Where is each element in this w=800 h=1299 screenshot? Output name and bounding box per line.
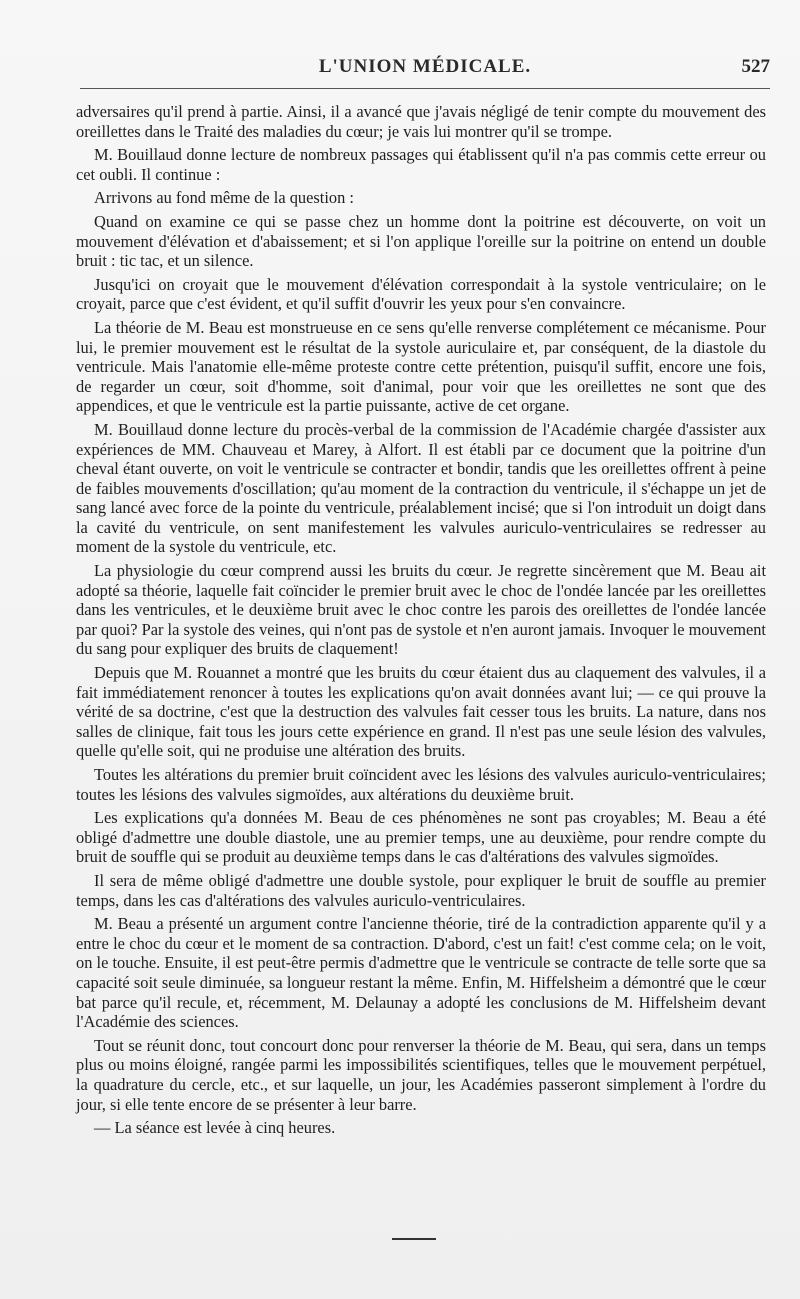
running-title: L'UNION MÉDICALE. (318, 56, 532, 77)
paragraph: M. Beau a présenté un argument contre l'ancienne théorie, tiré de la contradiction apparente qu'il y a entre le choc du cœur et le moment de sa contraction. D'abord, c'est un fait! c'est comme cela; on le voit, on le touche. Ensuite, il est peut-être permis d'admettre que le ventricule se contracte de telle sorte que sa capacité soit seule diminuée, sa longueur restant la même. Enfin, M. Hiffelsheim a démontré que le cœur bat parce qu'il recule, et, récemment, M. Delaunay a adopté les conclusions de M. Hiffelsheim devant l'Académie des sciences. (76, 914, 766, 1032)
paragraph: M. Bouillaud donne lecture de nombreux passages qui établissent qu'il n'a pas commis cette erreur ou cet oubli. Il continue : (76, 145, 766, 184)
paragraph: Les explications qu'a données M. Beau de ces phénomènes ne sont pas croyables; M. Beau a été obligé d'admettre une double diastole, une au premier temps, une au deuxième, pour rendre compte du bruit de souffle qui se produit au deuxième temps dans le cas d'altérations des valvules sigmoïdes. (76, 808, 766, 867)
page-number: 527 (741, 56, 770, 77)
body-text (76, 102, 766, 1142)
header-rule (80, 88, 770, 89)
paragraph: La théorie de M. Beau est monstrueuse en ce sens qu'elle renverse complétement ce mécanisme. Pour lui, le premier mouvement est le résultat de la systole auriculaire et, par conséquent, de la diastole du ventricule. Mais l'anatomie elle-même proteste contre cette prétention, puisqu'il suffit, encore une fois, de regarder un cœur, soit d'homme, soit d'animal, pour voir que les oreillettes ne sont que des appendices, et que le ventricule est la partie puissante, active de cet organe. (76, 317, 766, 416)
paragraph: Arrivons au fond même de la question : (94, 188, 354, 208)
page-header (80, 56, 770, 86)
paragraph: La physiologie du cœur comprend aussi les bruits du cœur. Je regrette sincèrement que M. Beau ait adopté sa théorie, laquelle fait coïncider le premier bruit avec le choc de l'ondée lancée par les oreillettes dans les ventricules, et le deuxième bruit avec le choc contre les parois des oreillettes de l'ondée lancée par quoi? Par la systole des veines, qui n'ont pas de systole et n'en auront jamais. Invoquer le mouvement du sang pour expliquer des bruits de claquement! (76, 561, 766, 659)
paragraph: adversaires qu'il prend à partie. Ainsi, il a avancé que j'avais négligé de tenir compte du mouvement des oreillettes dans le Traité des maladies du cœur; je vais lui montrer qu'il se trompe. (76, 102, 766, 141)
paragraph: Depuis que M. Rouannet a montré que les bruits du cœur étaient dus au claquement des valvules, il a fait immédiatement renoncer à toutes les explications qu'on avait données avant lui; — ce qui prouve la vérité de sa doctrine, c'est que la destruction des valvules fait cesser tous les bruits. La nature, dans nos salles de clinique, fait tous les jours cette expérience en grand. Il n'est pas une seule lésion des valvules, quelle qu'elle soit, qui ne produise une altération des bruits. (76, 663, 766, 761)
paragraph: Quand on examine ce qui se passe chez un homme dont la poitrine est découverte, on voit un mouvement d'élévation et d'abaissement; et si l'on applique l'oreille sur la poitrine on entend un double bruit : tic tac, et un silence. (76, 211, 766, 271)
paragraph: Il sera de même obligé d'admettre une double systole, pour expliquer le bruit de souffle au premier temps, dans les cas d'altérations des valvules auriculo-ventriculaires. (76, 870, 766, 910)
paragraph: Toutes les altérations du premier bruit coïncident avec les lésions des valvules auriculo-ventriculaires; toutes les lésions des valvules sigmoïdes, aux altérations du deuxième bruit. (76, 765, 766, 804)
paragraph: Jusqu'ici on croyait que le mouvement d'élévation correspondait à la systole ventriculaire; on le croyait, parce que c'est évident, et qu'il suffit d'ouvrir les yeux pour s'en convaincre. (76, 274, 766, 314)
end-ornament-rule (392, 1238, 436, 1240)
paragraph: Tout se réunit donc, tout concourt donc pour renverser la théorie de M. Beau, qui sera, dans un temps plus ou moins éloigné, rangée parmi les impossibilités scientifiques, telles que le mouvement perpétuel, la quadrature du cercle, etc., et sur laquelle, un jour, les Académies passeront simplement à l'ordre du jour, si elle tente encore de se présenter à leur barre. (76, 1035, 766, 1114)
paragraph: M. Bouillaud donne lecture du procès-verbal de la commission de l'Académie chargée d'assister aux expériences de MM. Chauveau et Marey, à Alfort. Il est établi par ce document que la poitrine d'un cheval étant ouverte, on voit le ventricule se contracter et bondir, tandis que les oreillettes offrent à peine de faibles mouvements d'oscillation; qu'au moment de la contraction du ventricule, il s'échappe un jet de sang lancé avec force de la pointe du ventricule, préalablement incisé; que si l'on introduit un doigt dans la cavité du ventricule, on sent manifestement les valvules auriculo-ventriculaires se redresser au moment de la systole du ventricule, etc. (76, 419, 766, 557)
closing-line: — La séance est levée à cinq heures. (94, 1118, 336, 1138)
